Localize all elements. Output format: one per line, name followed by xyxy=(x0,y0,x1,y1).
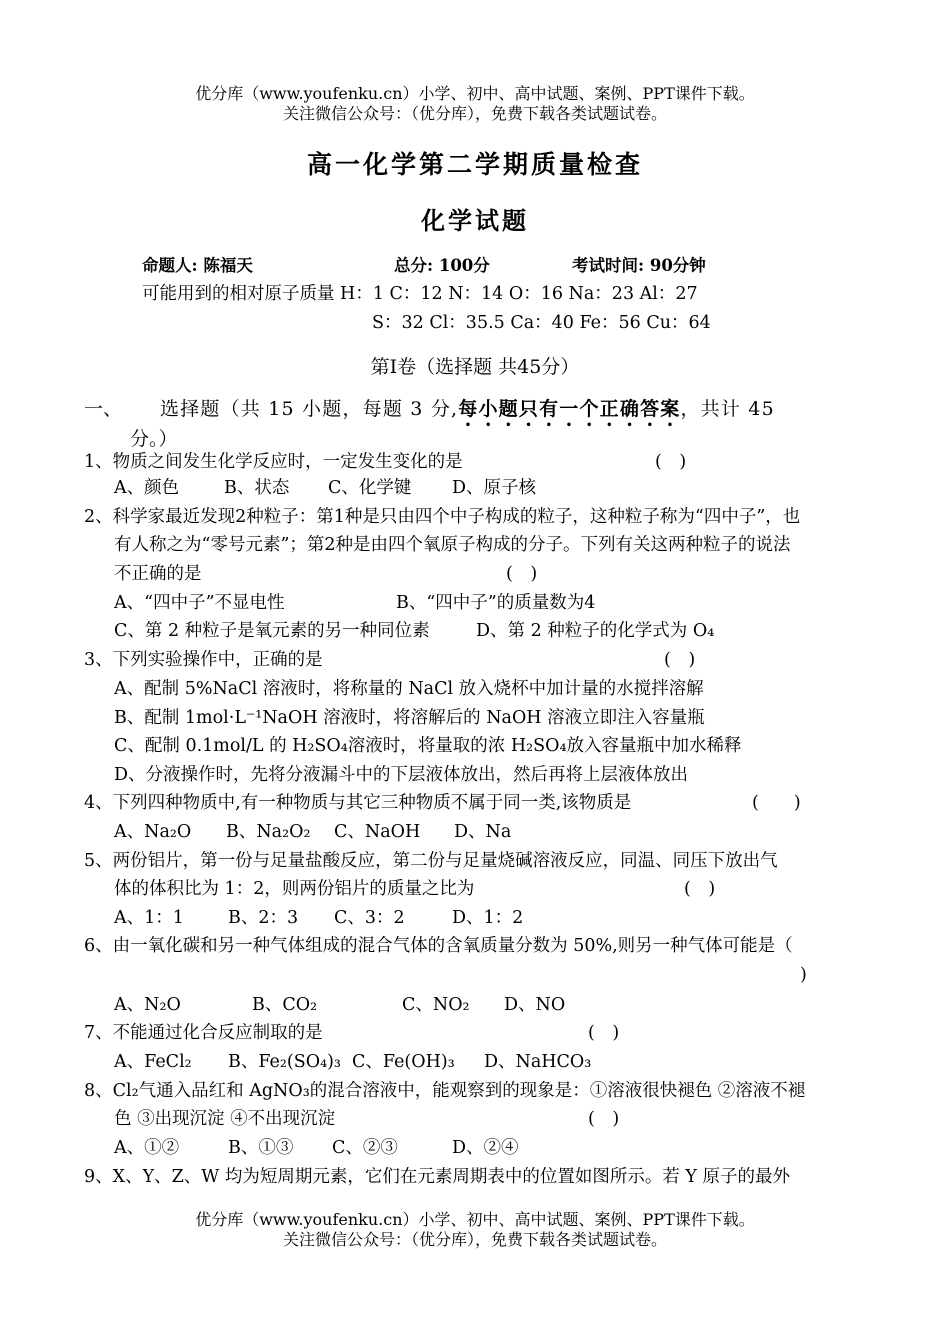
option: C、NaOH xyxy=(334,822,421,842)
option: A、1：1 xyxy=(114,908,184,928)
option: B、CO₂ xyxy=(252,995,318,1015)
question-1-stem: 1、物质之间发生化学反应时，一定发生变化的是 xyxy=(84,452,463,472)
part-number: 一、 xyxy=(84,398,123,420)
question-2-line-3: 不正确的是 xyxy=(114,564,202,584)
question-8-answer-paren: ( ) xyxy=(588,1109,620,1129)
question-6-options xyxy=(114,991,868,1019)
option: A、颜色 xyxy=(114,478,180,498)
option: A、①② xyxy=(114,1138,180,1158)
question-7-options xyxy=(114,1048,868,1076)
part-text-b: ，共计 45 xyxy=(680,398,775,420)
question-9-line-1: 9、X、Y、Z、W 均为短周期元素，它们在元素周期表中的位置如图所示。若 Y 原子的最外 xyxy=(84,1167,791,1187)
atomic-mass-line-1: 可能用到的相对原子质量 H：1 C：12 N：14 O：16 Na：23 Al：27 xyxy=(142,284,698,304)
question-2-line-2: 有人称之为“零号元素”；第2种是由四个氧原子构成的分子。下列有关这两种粒子的说法 xyxy=(114,535,791,555)
option: A、FeCl₂ xyxy=(114,1052,192,1072)
question-4-options xyxy=(114,818,868,846)
question-7-stem: 7、不能通过化合反应制取的是 xyxy=(84,1023,323,1043)
question-2-option-c: C、第 2 种粒子是氧元素的另一种同位素 xyxy=(114,621,430,641)
question-8-line-2: 色 ③出现沉淀 ④不出现沉淀 xyxy=(114,1109,336,1129)
question-2-option-d: D、第 2 种粒子的化学式为 O₄ xyxy=(476,621,715,641)
header-line-1: 优分库（www.youfenku.cn）小学、初中、高中试题、案例、PPT课件下载。 xyxy=(195,84,755,103)
page-title: 高一化学第二学期质量检查 xyxy=(306,150,643,179)
option: C、NO₂ xyxy=(402,995,470,1015)
question-3-option-d: D、分液操作时，先将分液漏斗中的下层液体放出，然后再将上层液体放出 xyxy=(114,765,689,785)
option: B、状态 xyxy=(224,478,290,498)
option: C、化学键 xyxy=(328,478,412,498)
footer-line-2: 关注微信公众号：（优分库），免费下载各类试题试卷。 xyxy=(282,1230,667,1249)
question-3-option-b: B、配制 1mol·L⁻¹NaOH 溶液时，将溶解后的 NaOH 溶液立即注入容量瓶 xyxy=(114,708,705,728)
exam-duration: 考试时间: 90分钟 xyxy=(572,256,706,275)
option: D、②④ xyxy=(452,1138,519,1158)
question-2-option-b: B、“四中子”的质量数为4 xyxy=(396,593,596,613)
question-5-options xyxy=(114,904,868,932)
option: C、②③ xyxy=(332,1138,398,1158)
page-subtitle: 化学试题 xyxy=(421,206,529,235)
exam-author: 命题人: 陈福天 xyxy=(142,256,253,275)
option: A、Na₂O xyxy=(114,822,192,842)
part-instructions xyxy=(160,396,775,431)
question-8-options xyxy=(114,1134,868,1162)
question-7-answer-paren: ( ) xyxy=(588,1023,620,1043)
option: B、2：3 xyxy=(228,908,299,928)
question-5-line-2: 体的体积比为 1：2，则两份铝片的质量之比为 xyxy=(114,879,475,899)
question-3-stem: 3、下列实验操作中，正确的是 xyxy=(84,650,323,670)
question-5-line-1: 5、两份铝片，第一份与足量盐酸反应，第二份与足量烧碱溶液反应，同温、同压下放出气 xyxy=(84,851,778,871)
option: D、NO xyxy=(504,995,566,1015)
atomic-mass-line-2: S：32 Cl：35.5 Ca：40 Fe：56 Cu：64 xyxy=(372,313,711,333)
option: B、Fe₂(SO₄)₃ xyxy=(228,1052,341,1072)
part-text-c: 分。） xyxy=(130,428,178,450)
option: D、NaHCO₃ xyxy=(484,1052,592,1072)
question-5-answer-paren: ( ) xyxy=(684,879,716,899)
question-2-answer-paren: ( ) xyxy=(506,564,538,584)
exam-total-score: 总分: 100分 xyxy=(394,256,490,275)
question-8-line-1: 8、Cl₂气通入品红和 AgNO₃的混合溶液中，能观察到的现象是：①溶液很快褪色 ②溶液不褪 xyxy=(84,1081,806,1101)
question-4-stem: 4、下列四种物质中,有一种物质与其它三种物质不属于同一类,该物质是 xyxy=(84,793,632,813)
part-text-emphasis: 每小题只有一个正确答案 xyxy=(458,398,681,420)
question-4-answer-paren: ( ) xyxy=(752,793,801,813)
question-6-line-2: ) xyxy=(800,965,807,985)
option: C、3：2 xyxy=(334,908,405,928)
option: B、①③ xyxy=(228,1138,294,1158)
option: A、N₂O xyxy=(114,995,181,1015)
section-title: 第Ⅰ卷（选择题 共45分） xyxy=(370,356,580,378)
option: B、Na₂O₂ xyxy=(226,822,311,842)
header-line-2: 关注微信公众号：（优分库），免费下载各类试题试卷。 xyxy=(282,104,667,123)
footer-line-1: 优分库（www.youfenku.cn）小学、初中、高中试题、案例、PPT课件下载。 xyxy=(195,1210,755,1229)
question-2-option-a: A、“四中子”不显电性 xyxy=(114,593,285,613)
question-1-options xyxy=(114,474,868,502)
question-3-option-c: C、配制 0.1mol/L 的 H₂SO₄溶液时，将量取的浓 H₂SO₄放入容量瓶中加水稀释 xyxy=(114,736,742,756)
option: C、Fe(OH)₃ xyxy=(352,1052,455,1072)
option: D、1：2 xyxy=(452,908,524,928)
question-3-option-a: A、配制 5%NaCl 溶液时，将称量的 NaCl 放入烧杯中加计量的水搅拌溶解 xyxy=(114,679,704,699)
question-2-line-1: 2、科学家最近发现2种粒子：第1种是只由四个中子构成的粒子，这种粒子称为“四中子”，也 xyxy=(84,507,801,527)
part-text-a: 选择题（共 15 小题，每题 3 分, xyxy=(160,398,459,420)
question-1-answer-paren: ( ) xyxy=(655,452,687,472)
option: D、Na xyxy=(454,822,512,842)
question-6-line-1: 6、由一氧化碳和另一种气体组成的混合气体的含氧质量分数为 50%,则另一种气体可能是（ xyxy=(84,936,793,956)
option: D、原子核 xyxy=(452,478,537,498)
question-3-answer-paren: ( ) xyxy=(664,650,696,670)
